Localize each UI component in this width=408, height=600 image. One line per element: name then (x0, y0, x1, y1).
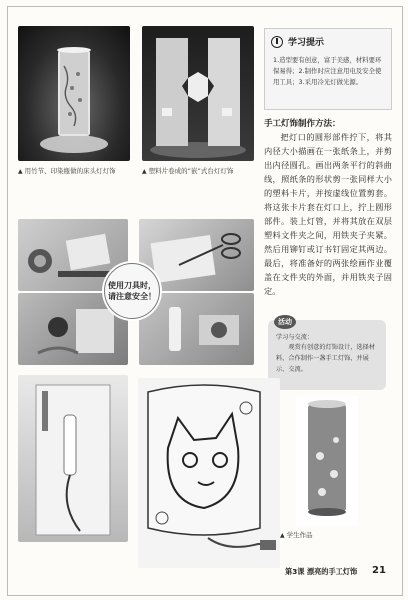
student-work-photo (296, 396, 358, 526)
method-title: 手工灯饰制作方法： (264, 119, 341, 129)
exchange-box (268, 320, 386, 390)
tips-title: 学习提示 (288, 38, 325, 48)
assembly-photo (18, 375, 128, 542)
page-number: 21 (372, 565, 386, 576)
activity-tag: 活动 (274, 315, 296, 329)
caption-plastic-lamp: ▲ 塑料片卷成的“嵌”式台灯灯饰 (142, 167, 234, 175)
caption-bamboo-lamp: ▲ 用竹节、印染瓶做的床头灯灯饰 (18, 167, 116, 175)
caption-student-work: ▲ 学生作品 (280, 531, 313, 539)
painted-lamp-photo (138, 378, 280, 568)
tips-heading (271, 35, 324, 48)
bamboo-lamp-photo (18, 26, 130, 161)
method-body: 把灯口的圆形部件拧下，将其内径大小描画在一张纸条上，并剪出内径圆孔。画出两条平行的斜曲线，照纸条的形状剪一张同样大小的塑料卡片，并按虚线位置剪套。将这张卡片套在灯口上，拧上圆形部件。装上灯管，并将其放在双层塑料文件夹之间，用铁夹子夹紧。然后用铆钉或订书钉固定其两边。最后，将准备好的两张绘画作业覆盖在文件夹的外面，并用铁夹子固定。 (264, 132, 392, 296)
safety-note: 使用刀具时，请注意安全！ (104, 263, 160, 319)
exchange-body: 观赏有创意的灯饰设计，选择材料，合作制作一盏手工灯饰，并展示、交流。 (276, 344, 376, 373)
info-icon (271, 36, 283, 48)
plastic-lamp-photo (142, 26, 254, 161)
tips-box (264, 28, 392, 110)
exchange-label: 学习与交流： (276, 334, 314, 341)
lesson-footer: 第3课 漂亮的手工灯饰 (285, 567, 358, 576)
tips-body: 1.造型要有创意，富于美感，材料要环保易得；2.制作时应注意用电及安全使用工具；3.采用冷光灯做光源。 (273, 56, 382, 86)
